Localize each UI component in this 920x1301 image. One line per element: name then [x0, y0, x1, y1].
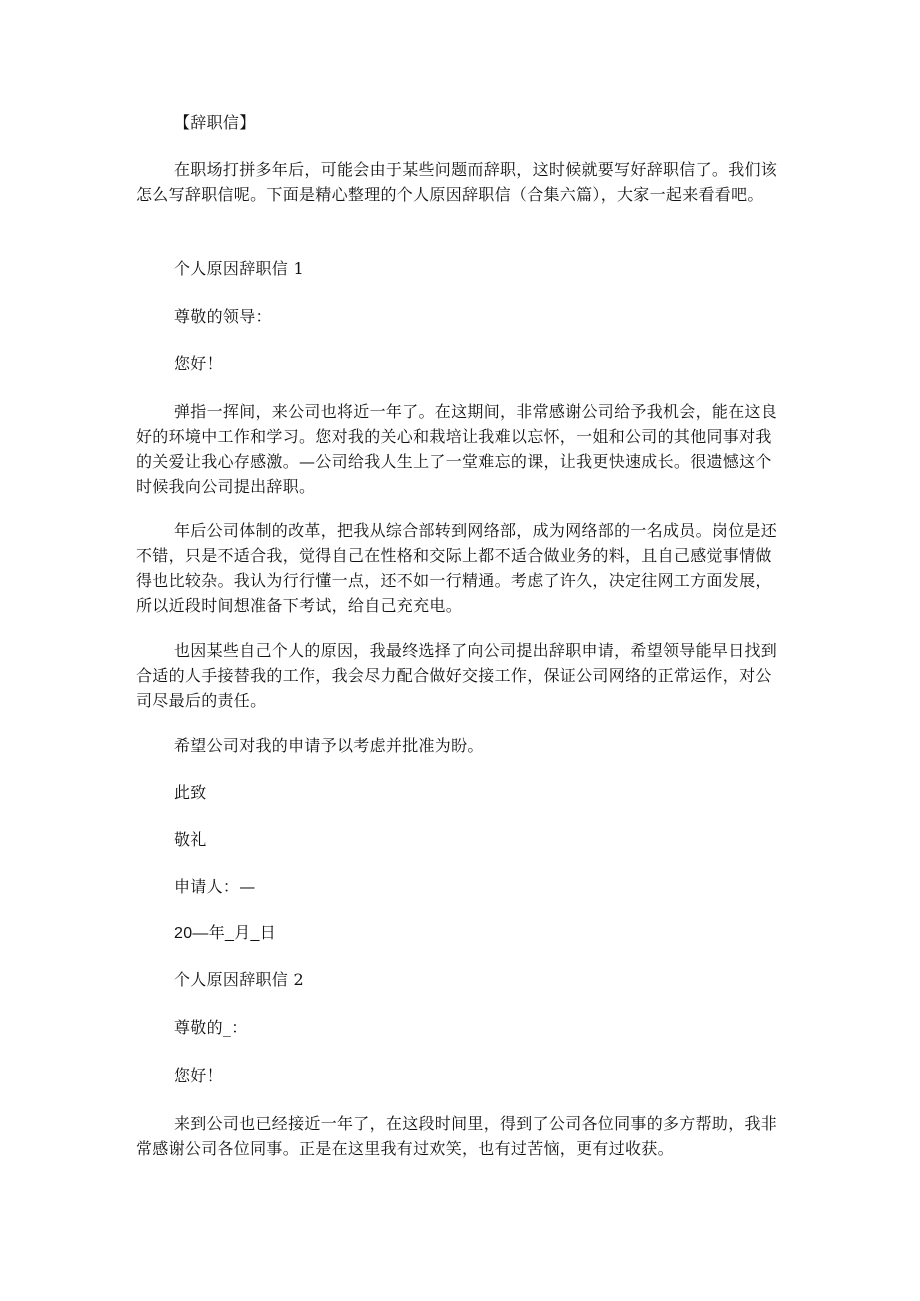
- letter2-paragraph-1: 来到公司也已经接近一年了，在这段时间里，得到了公司各位同事的多方帮助，我非常感谢公司各位同事。正是在这里我有过欢笑，也有过苦恼，更有过收获。: [136, 1114, 778, 1158]
- letter2-salutation: 尊敬的_：: [174, 1018, 248, 1037]
- letter2-heading: 个人原因辞职信 2: [174, 970, 304, 989]
- letter1-salutation: 尊敬的领导：: [174, 307, 272, 326]
- letter1-closing-1: 此致: [174, 783, 207, 802]
- letter1-paragraph-1: 弹指一挥间，来公司也将近一年了。在这期间，非常感谢公司给予我机会，能在这良好的环境中工作和学习。您对我的关心和栽培让我难以忘怀，一姐和公司的其他同事对我的关爱让我心存感激。—公司给我人生上了一堂难忘的课，让我更快速成长。很遗憾这个时候我向公司提出辞职。: [136, 402, 778, 496]
- letter1-date: 20—年_月_日: [174, 925, 276, 942]
- letter1-paragraph-2: 年后公司体制的改革，把我从综合部转到网络部，成为网络部的一名成员。岗位是还不错，只是不适合我，觉得自己在性格和交际上都不适合做业务的料，且自己感觉事情做得也比较杂。我认为行行懂一点，还不如一行精通。考虑了许久，决定往网工方面发展，所以近段时间想准备下考试，给自己充充电。: [136, 521, 778, 615]
- letter1-applicant: 申请人：—: [174, 877, 256, 896]
- title-tag: 【辞职信】: [174, 113, 256, 132]
- letter1-heading: 个人原因辞职信 1: [174, 259, 304, 278]
- letter1-greeting: 您好！: [174, 354, 223, 373]
- letter1-paragraph-3: 也因某些自己个人的原因，我最终选择了向公司提出辞职申请，希望领导能早日找到合适的人手接替我的工作，我会尽力配合做好交接工作，保证公司网络的正常运作，对公司尽最后的责任。: [136, 641, 778, 710]
- letter1-paragraph-4: 希望公司对我的申请予以考虑并批准为盼。: [174, 736, 484, 755]
- letter2-greeting: 您好！: [174, 1066, 223, 1085]
- letter1-closing-2: 敬礼: [174, 830, 207, 849]
- intro-paragraph: 在职场打拼多年后，可能会由于某些问题而辞职，这时候就要写好辞职信了。我们该怎么写辞职信呢。下面是精心整理的个人原因辞职信（合集六篇），大家一起来看看吧。: [136, 160, 778, 204]
